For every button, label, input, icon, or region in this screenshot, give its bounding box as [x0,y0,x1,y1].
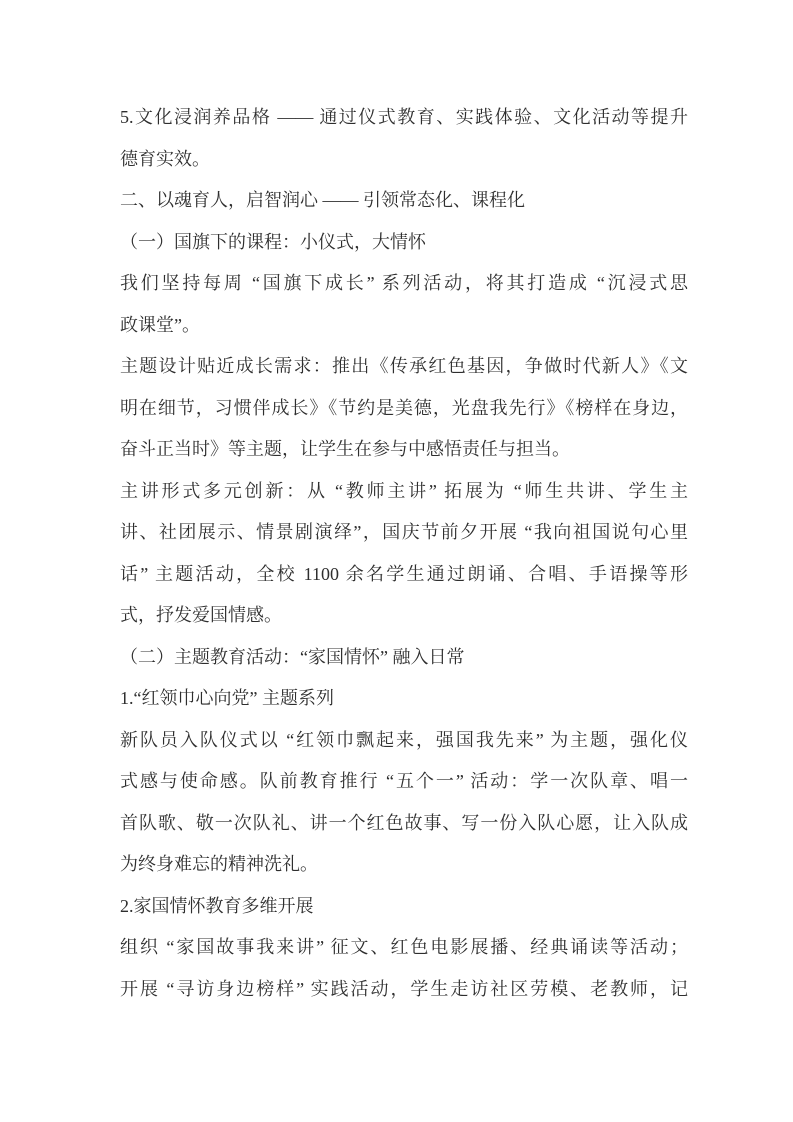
text-line: 开展 “寻访身边榜样” 实践活动，学生走访社区劳模、老教师，记 [120,978,688,999]
text-line: 奋斗正当时》等主题，让学生在参与中感悟责任与担当。 [120,439,570,459]
text-line: 明在细节，习惯伴成长》《节约是美德，光盘我先行》《榜样在身边， [120,397,688,418]
list-item-heading: 1.“红领巾心向党” 主题系列 [120,688,334,708]
text-line: 讲、社团展示、情景剧演绎”，国庆节前夕开展 “我向祖国说句心里 [120,522,688,542]
text-line: 5.文化浸润养品格 —— 通过仪式教育、实践体验、文化活动等提升 [120,107,688,127]
text-line: 政课堂”。 [120,314,200,335]
text-line: 新队员入队仪式以 “红领巾飘起来，强国我先来” 为主题，强化仪 [120,729,688,750]
text-line: 为终身难忘的精神洗礼。 [120,854,318,874]
document-text-body [120,97,688,1010]
text-line: 我们坚持每周 “国旗下成长” 系列活动，将其打造成 “沉浸式思 [120,273,688,293]
text-line: 首队歌、敬一次队礼、讲一个红色故事、写一份入队心愿，让入队成 [120,812,688,833]
text-line: 主题设计贴近成长需求：推出《传承红色基因，争做时代新人》《文 [120,356,688,376]
text-line: 话” 主题活动，全校 1100 余名学生通过朗诵、合唱、手语操等形 [120,563,688,584]
text-line: 组织 “家国故事我来讲” 征文、红色电影展播、经典诵读等活动； [120,937,688,957]
text-line: 式感与使命感。队前教育推行 “五个一” 活动：学一次队章、唱一 [120,771,688,791]
text-line: 式，抒发爱国情感。 [120,605,282,625]
section-heading: 二、以魂育人，启智润心 —— 引领常态化、课程化 [120,190,525,210]
subsection-heading: （一）国旗下的课程：小仪式，大情怀 [120,231,426,252]
subsection-heading: （二）主题教育活动：“家国情怀” 融入日常 [120,646,465,667]
text-line: 德育实效。 [120,148,210,169]
list-item-heading: 2.家国情怀教育多维开展 [120,895,314,916]
text-line: 主讲形式多元创新：从 “教师主讲” 拓展为 “师生共讲、学生主 [120,480,688,501]
